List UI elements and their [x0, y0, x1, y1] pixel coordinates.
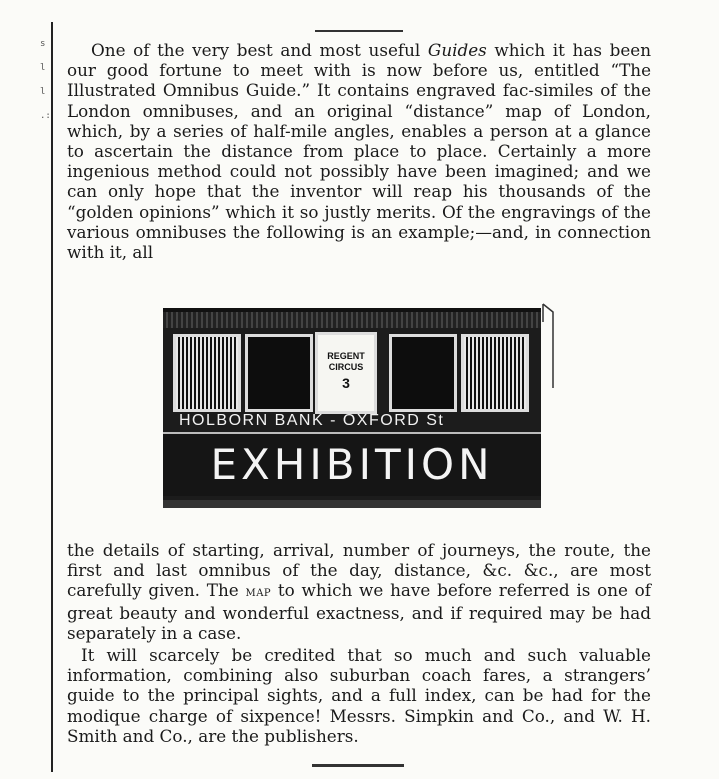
margin-mark: l — [40, 63, 46, 73]
paragraph-2-text — [67, 540, 651, 643]
omnibus-window — [461, 334, 529, 412]
paragraph-2-rest: to which we have before referred is one of great beauty and wonderful exactness, and if required may be had separately in a case. — [67, 580, 652, 643]
route-number: 3 — [342, 375, 350, 391]
omnibus-rail — [541, 302, 555, 390]
top-ornamental-rule — [315, 30, 403, 32]
omnibus-window — [389, 334, 457, 412]
omnibus-name: EXHIBITION — [163, 434, 541, 496]
paragraph-1-text — [67, 40, 651, 262]
margin-marks — [40, 32, 51, 128]
bottom-ornamental-rule — [312, 764, 404, 767]
route-text: HOLBORN BANK - OXFORD St — [179, 412, 445, 429]
paragraph-3-text: It will scarcely be credited that so much and such valuable information, combining also suburban coach fares, a strangers’ guide to the principal sights, and a full index, can be had for the modique charge of sixpence! Messrs. Simpkin and Co., and W. H. Smith and Co., are the publishers. — [67, 645, 651, 746]
map-smallcaps: map — [245, 584, 272, 601]
margin-mark: .: — [40, 111, 51, 121]
destination-text: REGENT CIRCUS — [327, 351, 365, 372]
omnibus-window — [173, 334, 241, 412]
margin-mark: s — [40, 39, 46, 49]
omnibus-base — [163, 500, 541, 508]
article-paragraph-2 — [67, 540, 651, 643]
paragraph-2-start: the details of starting, arrival, number of journeys, the route, the first and last omnibus of the day, distance, &c. &c., are most carefully given. The — [67, 540, 651, 601]
guides-italic: Guides — [427, 40, 487, 60]
omnibus-roof — [163, 312, 541, 328]
margin-mark: l — [40, 87, 46, 97]
paragraph-1-rest: which it has been our good fortune to meet with is now before us, entitled “The Illustrated Omnibus Guide.” It contains engraved fac-similes of the London omnibuses, and an original “distance” map of London, which, by a series of half-mile angles, enables a person at a glance to ascertain the distance from place to place. Certainly a more ingenious method could not possibly have been imagined; and we can only hope that the inventor will reap his thousands of the “golden opinions” which it so justly merits. Of the engravings of the various omnibuses the following is an example;—and, in connection with it, all — [67, 40, 651, 263]
article-paragraph-3 — [67, 645, 651, 746]
omnibus-engraving — [163, 308, 541, 508]
article-paragraph-1 — [67, 40, 651, 262]
omnibus-window — [245, 334, 313, 412]
destination-board — [315, 332, 377, 414]
column-rule-left — [51, 22, 53, 772]
paragraph-1-start: One of the very best and most useful — [91, 40, 428, 60]
